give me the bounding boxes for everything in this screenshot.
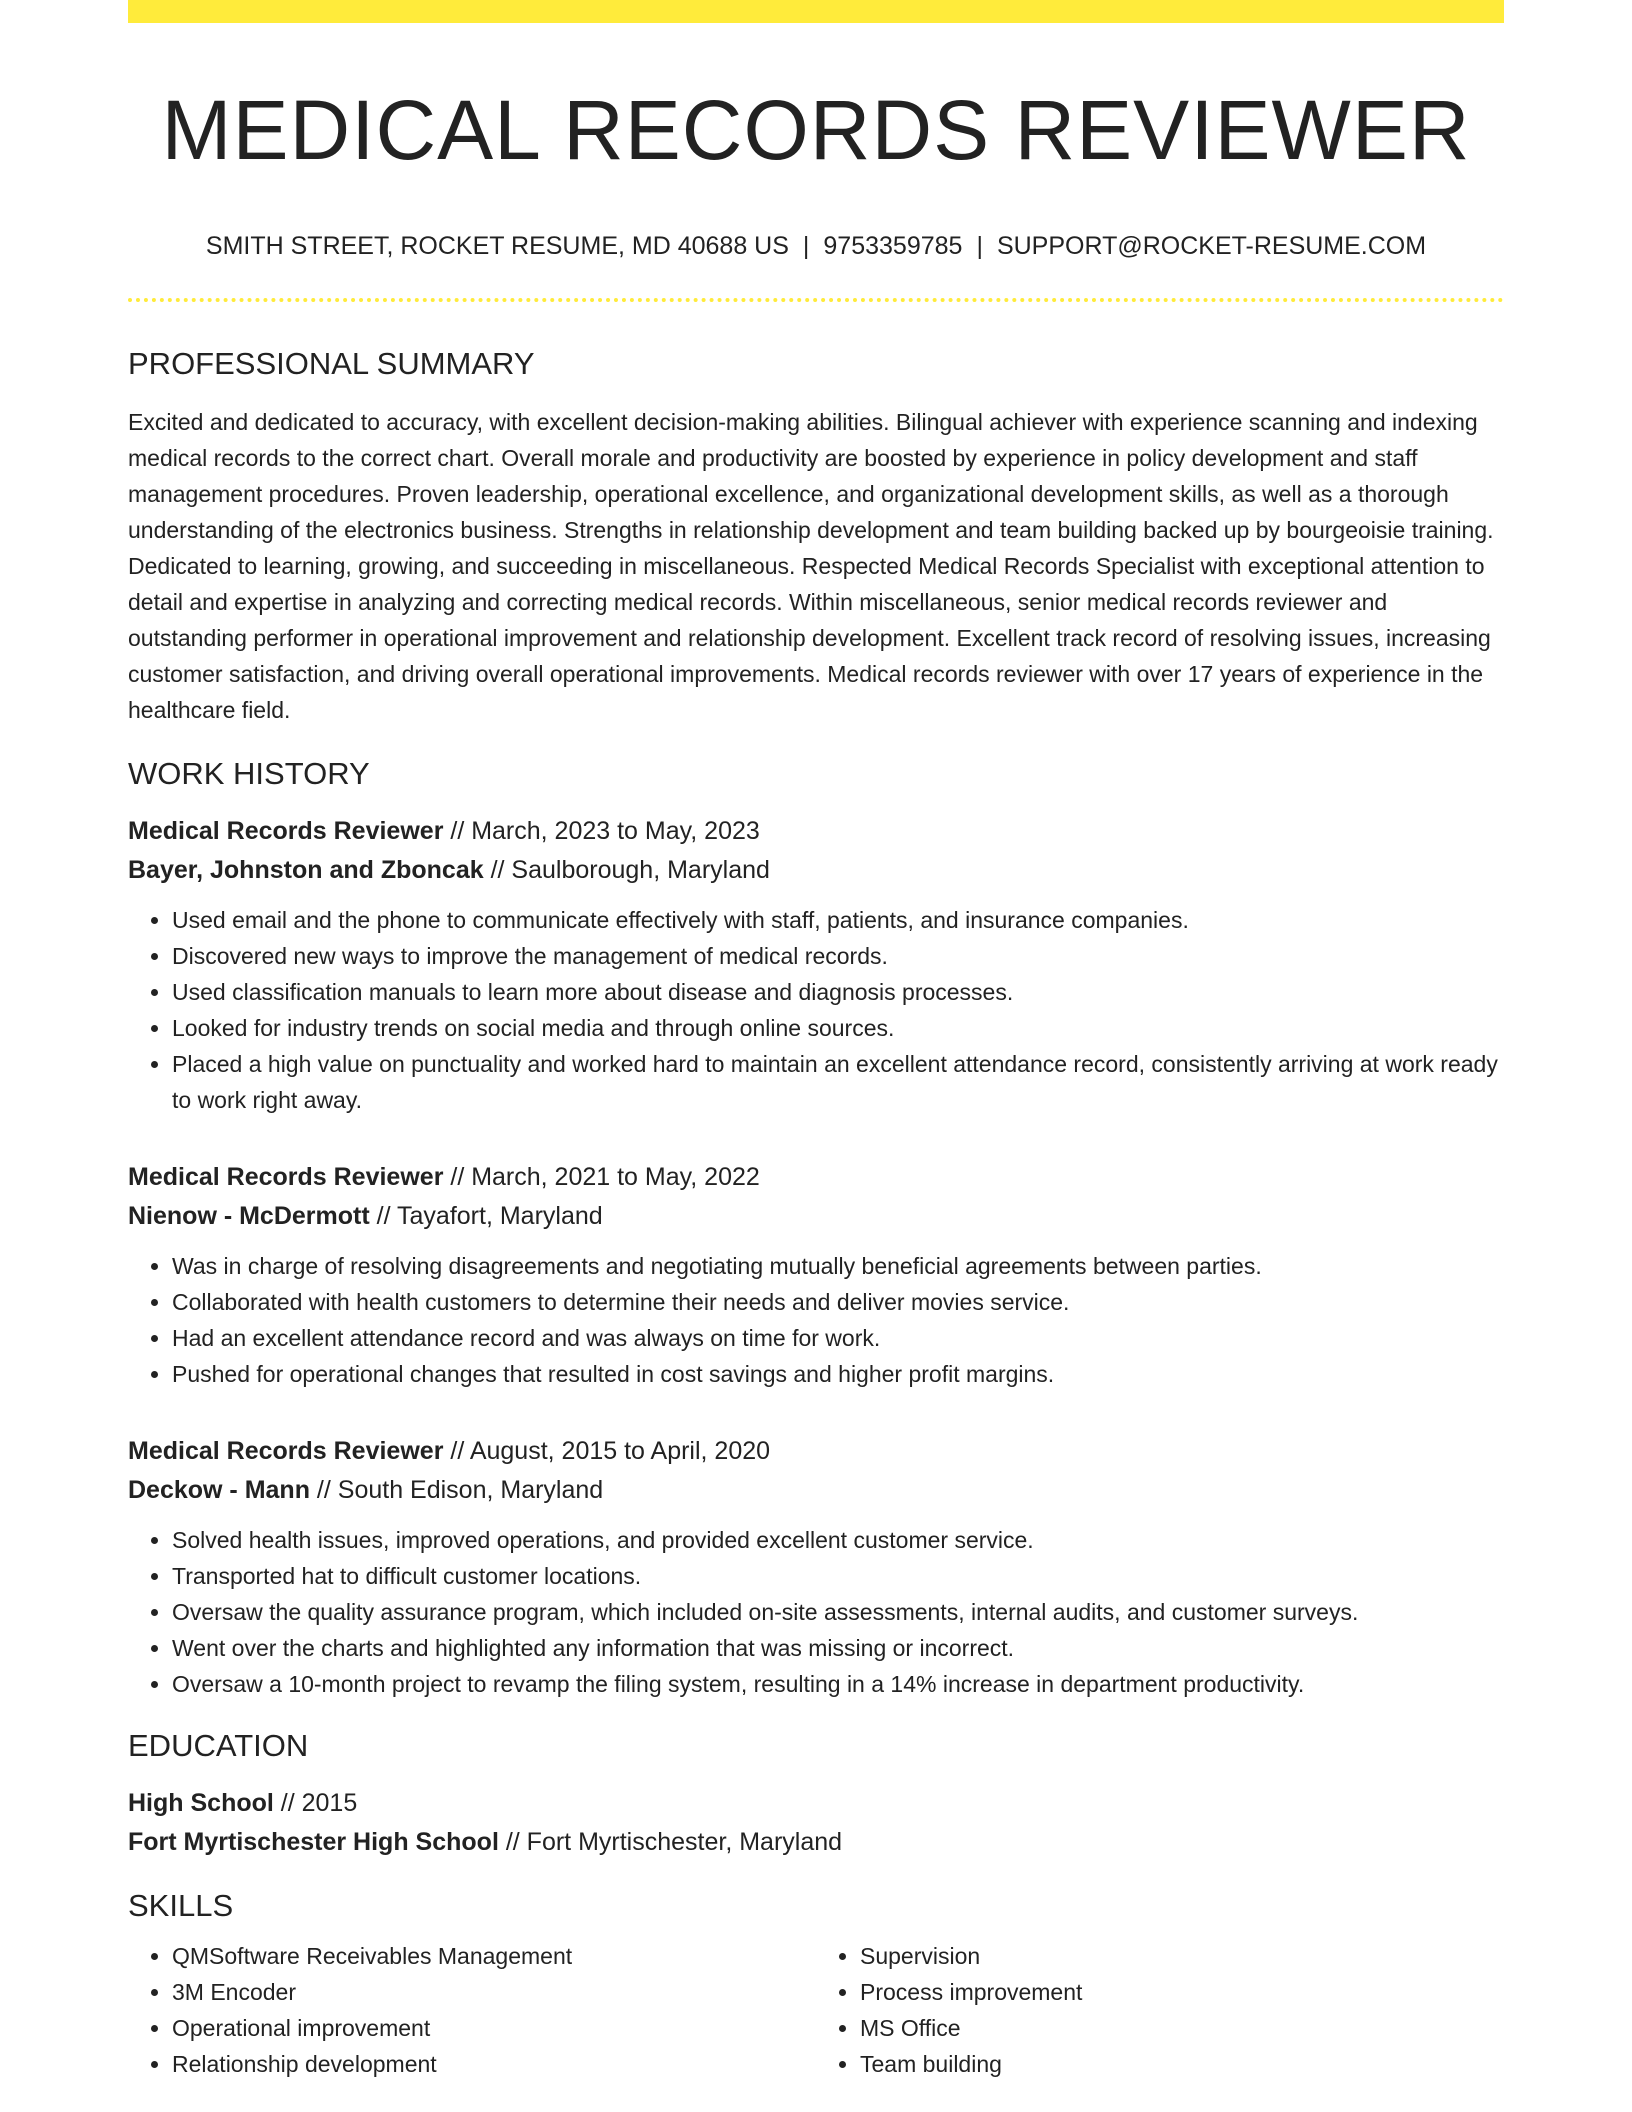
contact-line	[128, 230, 1504, 262]
job-dates: // March, 2023 to May, 2023	[443, 817, 760, 845]
job-location: // Saulborough, Maryland	[483, 856, 770, 884]
job-bullets	[128, 1522, 1504, 1702]
job-bullet: • Used classification manuals to learn more about disease and diagnosis processes.	[172, 974, 1504, 1010]
job-company: Bayer, Johnston and Zboncak	[128, 856, 484, 884]
job-bullet: • Solved health issues, improved operations, and provided excellent customer service.	[172, 1522, 1504, 1558]
job-role: Medical Records Reviewer	[128, 817, 444, 845]
job-bullet: • Oversaw the quality assurance program, which included on-site assessments, internal audits, and customer surveys.	[172, 1594, 1504, 1630]
job-location: // Tayafort, Maryland	[369, 1202, 603, 1230]
education-location: // Fort Myrtischester, Maryland	[498, 1828, 843, 1856]
job-role-line	[128, 1158, 1504, 1197]
education-year: // 2015	[273, 1789, 358, 1817]
skills-grid	[128, 1938, 1504, 2082]
education-school: Fort Myrtischester High School	[128, 1828, 499, 1856]
job-role-line	[128, 1432, 1504, 1471]
skill-item: • QMSoftware Receivables Management	[172, 1938, 816, 1974]
job-company-line	[128, 1197, 1504, 1236]
skills-column-right	[816, 1938, 1504, 2082]
skill-item: • Operational improvement	[172, 2010, 816, 2046]
contact-separator: |	[976, 232, 983, 260]
education-degree: High School	[128, 1789, 274, 1817]
job-company-line	[128, 851, 1504, 890]
job-entry	[128, 1158, 1504, 1392]
job-bullet: • Transported hat to difficult customer locations.	[172, 1558, 1504, 1594]
job-role: Medical Records Reviewer	[128, 1163, 444, 1191]
job-bullet: • Had an excellent attendance record and was always on time for work.	[172, 1320, 1504, 1356]
job-bullet: • Used email and the phone to communicate effectively with staff, patients, and insurance companies.	[172, 902, 1504, 938]
education-school-line	[128, 1823, 1504, 1862]
job-bullet: • Oversaw a 10-month project to revamp the filing system, resulting in a 14% increase in department productivity.	[172, 1666, 1504, 1702]
skill-item: • 3M Encoder	[172, 1974, 816, 2010]
skills-title: SKILLS	[128, 1888, 234, 1923]
contact-separator: |	[802, 232, 810, 260]
job-company-line	[128, 1471, 1504, 1510]
job-location: // South Edison, Maryland	[309, 1476, 604, 1504]
contact-phone: 9753359785	[823, 232, 963, 260]
resume-content	[128, 0, 1504, 2082]
summary-text: Excited and dedicated to accuracy, with excellent decision-making abilities. Bilingual achiever with experience scanning and indexing medical records to the correct chart. Overall morale and productivity are boosted by experience in policy development and staff management procedures. Proven leadership, operational excellence, and organizational development skills, as well as a thorough understanding of the electronics business. Strengths in relationship development and team building backed up by bourgeoisie training. Dedicated to learning, growing, and succeeding in miscellaneous. Respected Medical Records Specialist with exceptional attention to detail and expertise in analyzing and correcting medical records. Within miscellaneous, senior medical records reviewer and outstanding performer in operational improvement and relationship development. Excellent track record of resolving issues, increasing customer satisfaction, and driving overall operational improvements. Medical records reviewer with over 17 years of experience in the healthcare field.	[128, 409, 1494, 723]
education-title: EDUCATION	[128, 1728, 309, 1763]
resume-name: MEDICAL RECORDS REVIEWER	[161, 83, 1471, 177]
job-dates: // March, 2021 to May, 2022	[443, 1163, 760, 1191]
dotted-divider	[128, 298, 1504, 302]
education-entry	[128, 1784, 1504, 1862]
job-bullets	[128, 902, 1504, 1118]
contact-email: SUPPORT@ROCKET-RESUME.COM	[996, 232, 1427, 260]
job-bullet: • Looked for industry trends on social media and through online sources.	[172, 1010, 1504, 1046]
work-history-title: WORK HISTORY	[128, 756, 370, 791]
job-bullet: • Went over the charts and highlighted any information that was missing or incorrect.	[172, 1630, 1504, 1666]
job-role-line	[128, 812, 1504, 851]
job-company: Deckow - Mann	[128, 1476, 310, 1504]
job-bullet: • Discovered new ways to improve the management of medical records.	[172, 938, 1504, 974]
job-entry	[128, 812, 1504, 1118]
job-bullet: • Pushed for operational changes that resulted in cost savings and higher profit margins.	[172, 1356, 1504, 1392]
job-bullet: • Collaborated with health customers to determine their needs and deliver movies service.	[172, 1284, 1504, 1320]
job-company: Nienow - McDermott	[128, 1202, 370, 1230]
skill-item: • Process improvement	[860, 1974, 1504, 2010]
job-bullet: • Placed a high value on punctuality and worked hard to maintain an excellent attendance record, consistently arriving at work ready to work right away.	[172, 1046, 1504, 1118]
job-bullet: • Was in charge of resolving disagreements and negotiating mutually beneficial agreements between parties.	[172, 1248, 1504, 1284]
job-bullets	[128, 1248, 1504, 1392]
skill-item: • Relationship development	[172, 2046, 816, 2082]
education-degree-line	[128, 1784, 1504, 1823]
skill-item: • Supervision	[860, 1938, 1504, 1974]
job-entry	[128, 1432, 1504, 1702]
contact-address: SMITH STREET, ROCKET RESUME, MD 40688 US	[205, 232, 789, 260]
job-dates: // August, 2015 to April, 2020	[443, 1437, 771, 1465]
skills-column-left	[128, 1938, 816, 2082]
skill-item: • MS Office	[860, 2010, 1504, 2046]
summary-title: PROFESSIONAL SUMMARY	[128, 346, 535, 381]
job-role: Medical Records Reviewer	[128, 1437, 444, 1465]
skill-item: • Team building	[860, 2046, 1504, 2082]
